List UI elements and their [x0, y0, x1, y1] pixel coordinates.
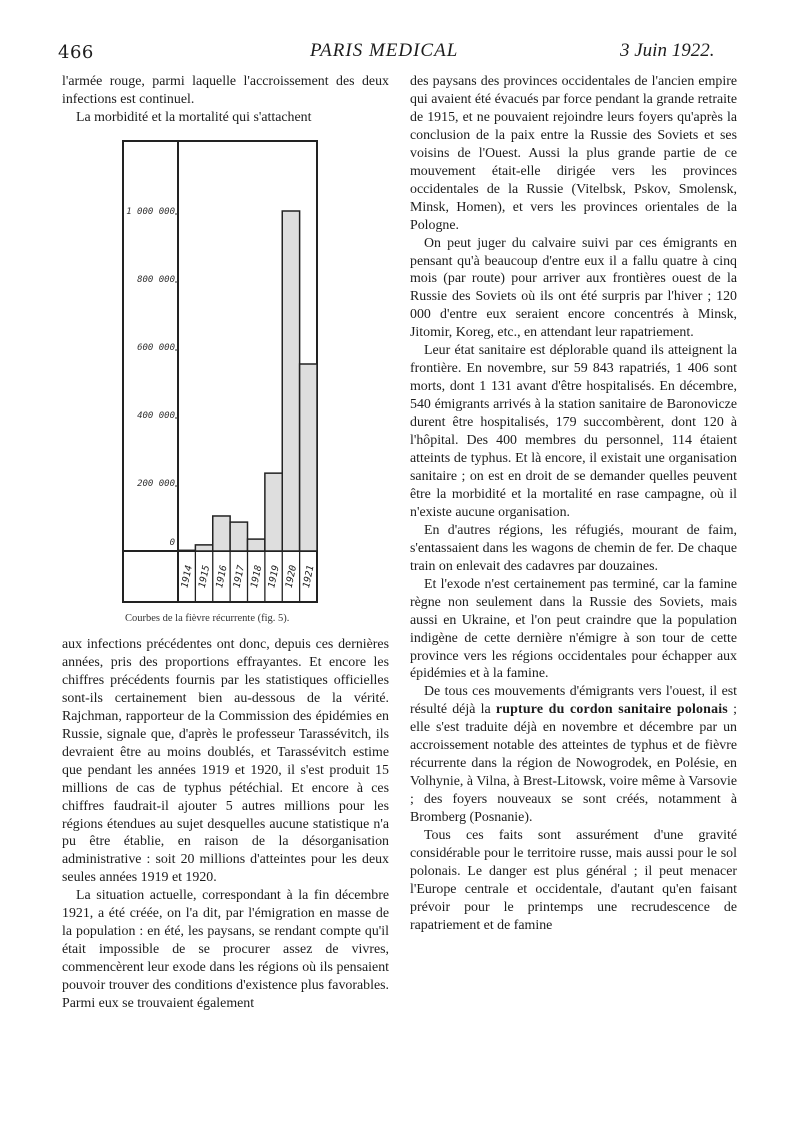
bar-chart	[118, 136, 323, 611]
bar-1918	[248, 539, 265, 551]
figure-caption: Courbes de la fièvre récurrente (fig. 5).	[125, 613, 290, 624]
paragraph: En d'autres régions, les réfugiés, mourant de faim, s'entassaient dans les wagons de chemin de fer. De chaque train on enlevait des cadavres par douzaines.	[410, 522, 737, 574]
paragraph: des paysans des provinces occidentales de l'ancien empire qui avaient été évacués par force pendant la grande retraite de 1915, et ne pouvaient rejoindre leurs foyers qu'après la conclusion de la paix entre la Russie des Soviets et ses voisins de l'Ouest. Aussi la plus grande partie de ce mouvement était-elle dirigée vers les provinces occidentales de la Russie (Vitelbsk, Pskov, Smolensk, Minsk, Homen), et vers les provinces orientales de la Pologne.	[410, 74, 737, 233]
bar-1921	[300, 364, 317, 551]
paragraph: On peut juger du calvaire suivi par ces émigrants en pensant qu'à beaucoup d'entre eux il a fallu quatre à cinq mois (par route) pour arriver aux frontières ouest de la Russie des Soviets où ils ont été surpris par l'hiver ; 120 000 d'entre eux seraient encore concentrés à Minsk, Jitomir, Koreg, etc., en attendant leur rapatriement.	[410, 235, 737, 341]
figure-relapsing-fever-chart	[118, 136, 323, 611]
left-column-bottom	[62, 636, 389, 1013]
x-axis-labels	[178, 551, 317, 602]
left-column-top	[62, 73, 389, 127]
bars	[178, 211, 317, 551]
page-number: 466	[58, 42, 94, 63]
text: De tous ces mouvements d'émigrants vers l'ouest, il est résulté déjà la	[410, 684, 737, 718]
paragraph: Et l'exode n'est certainement pas terminé, car la famine règne non seulement dans la Russie des Soviets, mais aussi en Ukraine, et l'on peut craindre que la population indigène de cette dernière n'émigre à son tour de cette province vers les régions occidentales pour échapper aux épidémies et à la famine.	[410, 576, 737, 682]
x-tick-label: 1920	[283, 564, 300, 589]
bar-1919	[265, 473, 282, 551]
x-tick-label: 1919	[266, 564, 282, 589]
issue-date: 3 Juin 1922.	[620, 40, 715, 61]
y-tick-label: 800 000	[137, 275, 175, 285]
paragraph: l'armée rouge, parmi laquelle l'accroissement des deux infections est continuel.	[62, 74, 389, 107]
y-tick-label: 200 000	[137, 479, 175, 489]
paragraph-cordon-sanitaire	[410, 683, 737, 827]
x-tick-label: 1917	[231, 564, 248, 589]
bar-1914	[178, 550, 195, 551]
x-tick-label: 1918	[248, 564, 265, 589]
x-tick-label: 1921	[301, 564, 317, 589]
right-column	[410, 73, 737, 935]
y-tick-label: 600 000	[137, 343, 175, 353]
paragraph: La situation actuelle, correspondant à la fin décembre 1921, a été créée, on l'a dit, par l'émigration en masse de la population : en été, les paysans, se rendant compte qu'il était impossible de se procurer assez de vivres, commencèrent leur exode dans les régions où ils pensaient pouvoir trouver des conditions d'existence plus favorables. Parmi eux se trouvaient également	[62, 888, 389, 1012]
paragraph: La morbidité et la mortalité qui s'attachent	[76, 109, 312, 125]
bar-1916	[213, 516, 230, 551]
paragraph: Leur état sanitaire est déplorable quand ils atteignent la frontière. En novembre, sur 59 843 rapatriés, 1 406 sont morts, dont 1 131 avant d'être hospitalisés. En décembre, 540 émigrants arrivés à la station sanitaire de Baronovicze durent être hospitalisés, 179 succombèrent, dont 120 à l'hôpital. Des 400 membres du personnel, 114 étaient atteints de typhus. Et là encore, il existait une organisation sanitaire ; on est en droit de se demander quelles peuvent être la morbidité et la mortalité en rase campagne, où il n'existe aucune organisation.	[410, 343, 737, 520]
y-tick-label: 0	[169, 538, 175, 548]
y-tick-label: 1 000 000	[126, 207, 175, 217]
bar-1915	[195, 545, 212, 551]
text: ; elle s'est traduite déjà en novembre et décembre par un accroissement notable des atteintes de typhus et de fièvre récurrente dans la région de Nowogrodek, en Polésie, en Volhynie, à Vilna, à Brest-Litowsk, voire même à Varsovie ; des foyers nouveaux se sont créés, notamment à Bromberg (Posnanie).	[410, 702, 737, 826]
bold-phrase: rupture du cordon sanitaire polonais	[495, 702, 728, 718]
y-axis-ticks	[126, 207, 178, 548]
x-tick-label: 1914	[179, 564, 195, 589]
journal-title: PARIS MEDICAL	[310, 40, 459, 61]
x-tick-label: 1915	[196, 564, 213, 589]
paragraph: aux infections précédentes ont donc, depuis ces dernières années, pris des proportions effrayantes. Et encore les chiffres précédents fournis par les statistiques officielles sont-ils certainement bien au-dessous de la vérité. Rajchman, rapporteur de la Commission des épidémies en Russie, signale que, d'après le professeur Tarassévitch, ils devraient être au moins doublés, et Tarassévitch estime que pendant les années 1919 et 1920, il s'est produit 15 millions de cas de typhus pétéchial. Et encore à ces chiffres faudrait-il ajouter 5 autres millions pour les régions étendues au sujet desquelles aucune statistique n'a pu être établie, en raison de la désorganisation administrative : soit 20 millions d'atteintes pour les deux seules années 1919 et 1920.	[62, 637, 389, 886]
bar-1917	[230, 522, 247, 551]
bar-1920	[282, 211, 299, 551]
x-tick-label: 1916	[214, 564, 230, 589]
y-tick-label: 400 000	[137, 411, 175, 421]
paragraph: Tous ces faits sont assurément d'une gravité considérable pour le territoire russe, mais aussi pour le sol polonais. Le danger est plus général ; il peut menacer l'Europe centrale et occidentale, d'autant qu'en faisant prévoir pour le printemps une recrudescence de rapatriement et de famine	[410, 828, 737, 933]
